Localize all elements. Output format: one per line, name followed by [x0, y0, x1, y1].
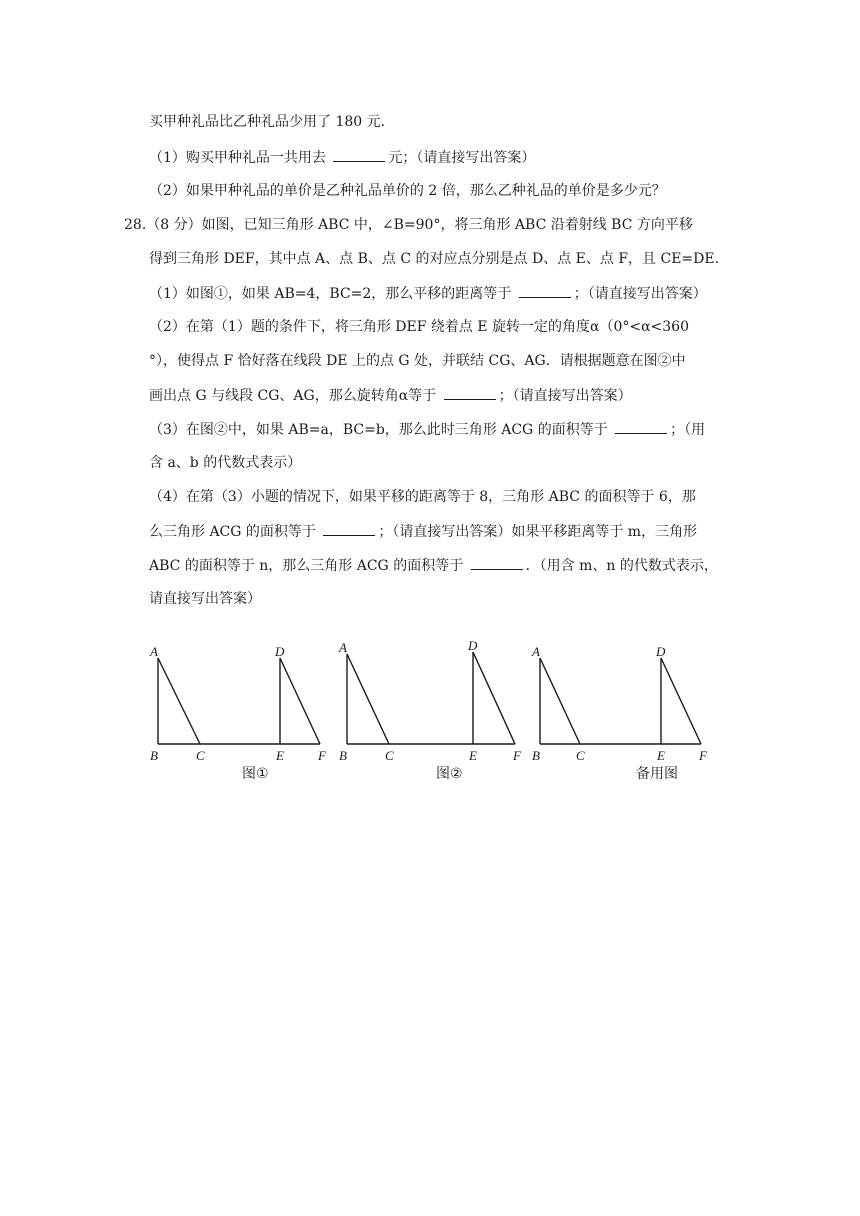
figure-line — [158, 658, 200, 744]
text-line — [149, 589, 261, 609]
point-label-b: B — [339, 748, 347, 763]
text-segment: （1）如图①，如果 AB=4，BC=2，那么平移的距离等于 — [149, 286, 516, 302]
text-line — [149, 181, 666, 201]
text-line — [149, 555, 718, 576]
text-segment: ．（用含 m、n 的代数式表示， — [525, 558, 718, 574]
point-label-e: E — [469, 748, 477, 763]
text-line — [124, 215, 693, 235]
answer-blank — [615, 419, 667, 434]
answer-blank — [471, 555, 523, 570]
text-segment: °），使得点 F 恰好落在线段 DE 上的点 G 处，并联结 CG、AG．请根据题意在图②中 — [149, 353, 686, 369]
text-segment: 请直接写出答案） — [149, 591, 261, 607]
text-line — [149, 351, 686, 371]
text-segment: 买甲种礼品比乙种礼品少用了 180 元. — [149, 114, 386, 130]
text-segment: （2）如果甲种礼品的单价是乙种礼品单价的 2 倍，那么乙种礼品的单价是多少元？ — [149, 183, 666, 199]
point-label-c: C — [385, 748, 394, 763]
text-segment: ；（请直接写出答案） — [573, 286, 707, 302]
text-segment: （4）在第（3）小题的情况下，如果平移的距离等于 8，三角形 ABC 的面积等于 6，那 — [149, 489, 696, 505]
text-segment: （1）购买甲种礼品一共用去 — [149, 150, 331, 166]
point-label-a: A — [532, 644, 540, 659]
text-line — [149, 147, 535, 168]
point-label-c: C — [576, 748, 585, 763]
text-segment: 么三角形 ACG 的面积等于 — [149, 524, 321, 540]
point-label-a: A — [339, 640, 347, 655]
answer-blank — [444, 385, 496, 400]
text-line — [149, 487, 696, 507]
text-segment: ABC 的面积等于 n，那么三角形 ACG 的面积等于 — [149, 558, 468, 574]
text-segment: 28.（8 分）如图，已知三角形 ABC 中，∠B=90°，将三角形 ABC 沿着射线 BC 方向平移 — [124, 217, 693, 233]
text-segment: ；（请直接写出答案） — [498, 388, 632, 404]
text-line — [149, 283, 707, 304]
text-line — [149, 249, 719, 269]
point-label-d: D — [656, 644, 666, 659]
point-label-f: F — [699, 748, 707, 763]
text-segment: 画出点 G 与线段 CG、AG，那么旋转角α等于 — [149, 388, 441, 404]
point-label-e: E — [657, 748, 665, 763]
point-label-d: D — [468, 640, 478, 653]
figure-caption: 图② — [436, 766, 463, 782]
figure-caption: 备用图 — [636, 766, 678, 782]
text-segment: （2）在第（1）题的条件下，将三角形 DEF 绕着点 E 旋转一定的角度α（0°<α<360 — [149, 319, 689, 335]
point-label-f: F — [513, 748, 521, 763]
figure-line — [347, 654, 389, 744]
figure-line — [540, 658, 580, 744]
figure-strip — [140, 640, 730, 790]
text-line — [149, 112, 385, 132]
text-line — [149, 419, 705, 440]
point-label-b: B — [150, 748, 158, 763]
text-line — [149, 385, 632, 406]
text-segment: 得到三角形 DEF，其中点 A、点 B、点 C 的对应点分别是点 D、点 E、点 F，且 CE=DE. — [149, 251, 720, 267]
figure-line — [280, 658, 320, 744]
point-label-a: A — [150, 644, 158, 659]
answer-blank — [323, 521, 375, 536]
text-segment: ；（请直接写出答案）如果平移距离等于 m，三角形 — [378, 524, 698, 540]
answer-blank — [519, 283, 571, 298]
point-label-e: E — [276, 748, 284, 763]
text-segment: 元；（请直接写出答案） — [388, 150, 536, 166]
point-label-c: C — [196, 748, 205, 763]
answer-blank — [333, 147, 385, 162]
figure-caption: 图① — [242, 766, 269, 782]
text-line — [149, 521, 697, 542]
text-line — [149, 453, 301, 473]
point-label-d: D — [275, 644, 285, 659]
text-segment: ；（用 — [670, 422, 706, 438]
text-segment: 含 a、b 的代数式表示） — [149, 455, 302, 471]
figure-line — [661, 658, 701, 744]
point-label-f: F — [318, 748, 326, 763]
point-label-b: B — [532, 748, 540, 763]
text-segment: （3）在图②中，如果 AB=a，BC=b，那么此时三角形 ACG 的面积等于 — [149, 422, 613, 438]
figure-line — [473, 652, 515, 744]
text-line — [149, 317, 689, 337]
